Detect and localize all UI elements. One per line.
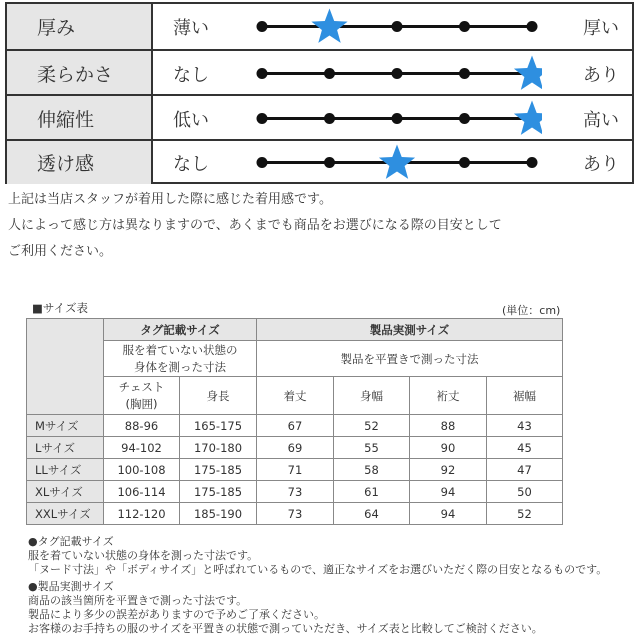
feel-scale — [252, 4, 542, 49]
cell: 47 — [487, 459, 563, 481]
cell: 92 — [410, 459, 487, 481]
scale-dot — [257, 113, 268, 124]
feel-row-thickness — [7, 4, 632, 49]
scale-dot — [324, 113, 335, 124]
column-header: 身長 — [180, 377, 257, 415]
note-line: ご利用ください。 — [8, 244, 113, 259]
feel-low-label: 低い — [173, 109, 209, 131]
cell: 175-185 — [180, 459, 257, 481]
feel-high-label: あり — [583, 153, 619, 175]
scale-dot — [324, 157, 335, 168]
size-table — [26, 318, 563, 525]
feel-label: 伸縮性 — [7, 96, 153, 141]
table-row — [27, 481, 563, 503]
column-header: 着丈 — [257, 377, 334, 415]
cell: 112-120 — [104, 503, 180, 525]
feel-scale — [252, 51, 542, 96]
table-row — [27, 437, 563, 459]
scale-dot — [459, 157, 470, 168]
scale-dot — [257, 21, 268, 32]
cell: 50 — [487, 481, 563, 503]
cell: 106-114 — [104, 481, 180, 503]
footnote-line: 製品により多少の誤差がありますので予めご了承ください。 — [28, 608, 325, 621]
sub-header-tag: 服を着ていない状態の 身体を測った寸法 — [104, 341, 257, 377]
note-line: 上記は当店スタッフが着用した際に感じた着用感です。 — [8, 192, 332, 207]
feel-scale — [252, 96, 542, 141]
cell: 61 — [334, 481, 410, 503]
column-header: 身幅 — [334, 377, 410, 415]
rating-star-icon — [311, 9, 347, 43]
feel-row-sheerness — [7, 139, 632, 184]
cell: 94 — [410, 481, 487, 503]
cell: 165-175 — [180, 415, 257, 437]
cell: 94-102 — [104, 437, 180, 459]
cell: 170-180 — [180, 437, 257, 459]
feel-label: 柔らかさ — [7, 51, 153, 96]
cell: 185-190 — [180, 503, 257, 525]
footnote-line: 商品の該当箇所を平置きで測った寸法です。 — [28, 594, 248, 607]
scale-dot — [392, 68, 403, 79]
feel-low-label: 薄い — [173, 17, 209, 39]
cell: 71 — [257, 459, 334, 481]
cell: 55 — [334, 437, 410, 459]
column-header: チェスト (胸囲) — [104, 377, 180, 415]
scale-dot — [257, 157, 268, 168]
feel-label: 透け感 — [7, 141, 153, 184]
cell: 100-108 — [104, 459, 180, 481]
cell: 52 — [487, 503, 563, 525]
feel-row-stretch — [7, 94, 632, 141]
footnote-title: ●製品実測サイズ — [28, 580, 114, 593]
cell: 175-185 — [180, 481, 257, 503]
group-header-actual: 製品実測サイズ — [257, 319, 563, 341]
rating-star-icon — [379, 145, 415, 179]
size-name: XLサイズ — [27, 481, 104, 503]
cell: 73 — [257, 503, 334, 525]
cell: 88-96 — [104, 415, 180, 437]
scale-dot — [257, 68, 268, 79]
size-table-unit: (単位：cm) — [502, 304, 561, 317]
column-header: 裾幅 — [487, 377, 563, 415]
scale-dot — [459, 68, 470, 79]
size-name: LLサイズ — [27, 459, 104, 481]
scale-dot — [392, 113, 403, 124]
size-name: Mサイズ — [27, 415, 104, 437]
column-header: 裄丈 — [410, 377, 487, 415]
feel-high-label: 厚い — [583, 17, 619, 39]
size-table-caption: ■サイズ表 — [32, 301, 88, 315]
cell: 94 — [410, 503, 487, 525]
feel-scale — [252, 141, 542, 184]
feel-high-label: あり — [583, 64, 619, 86]
cell: 58 — [334, 459, 410, 481]
cell: 52 — [334, 415, 410, 437]
size-name: XXLサイズ — [27, 503, 104, 525]
footnote-line: お客様のお手持ちの服のサイズを平置きの状態で測っていただき、サイズ表と比較してご検討ください。 — [28, 622, 543, 635]
table-row — [27, 459, 563, 481]
group-header-tag: タグ記載サイズ — [104, 319, 257, 341]
cell: 43 — [487, 415, 563, 437]
footnote-line: 服を着ていない状態の身体を測った寸法です。 — [28, 549, 259, 562]
feel-high-label: 高い — [583, 109, 619, 131]
corner-cell — [27, 319, 104, 415]
feel-row-softness — [7, 49, 632, 96]
scale-dot — [527, 157, 538, 168]
cell: 90 — [410, 437, 487, 459]
table-row — [27, 415, 563, 437]
footnote-line: 「ヌード寸法」や「ボディサイズ」と呼ばれているもので、適正なサイズをお選びいただく際の目安となるものです。 — [28, 563, 608, 576]
note-line: 人によって感じ方は異なりますので、あくまでも商品をお選びになる際の目安として — [8, 218, 502, 233]
cell: 73 — [257, 481, 334, 503]
cell: 69 — [257, 437, 334, 459]
scale-dot — [324, 68, 335, 79]
scale-dot — [527, 21, 538, 32]
feel-label: 厚み — [7, 4, 153, 49]
scale-dot — [392, 21, 403, 32]
feel-low-label: なし — [173, 153, 209, 175]
scale-dot — [459, 21, 470, 32]
cell: 45 — [487, 437, 563, 459]
cell: 88 — [410, 415, 487, 437]
size-name: Lサイズ — [27, 437, 104, 459]
scale-dot — [459, 113, 470, 124]
cell: 67 — [257, 415, 334, 437]
feel-chart — [5, 2, 634, 184]
table-row — [27, 503, 563, 525]
sub-header-actual: 製品を平置きで測った寸法 — [257, 341, 563, 377]
feel-low-label: なし — [173, 64, 209, 86]
cell: 64 — [334, 503, 410, 525]
footnote-title: ●タグ記載サイズ — [28, 535, 114, 548]
